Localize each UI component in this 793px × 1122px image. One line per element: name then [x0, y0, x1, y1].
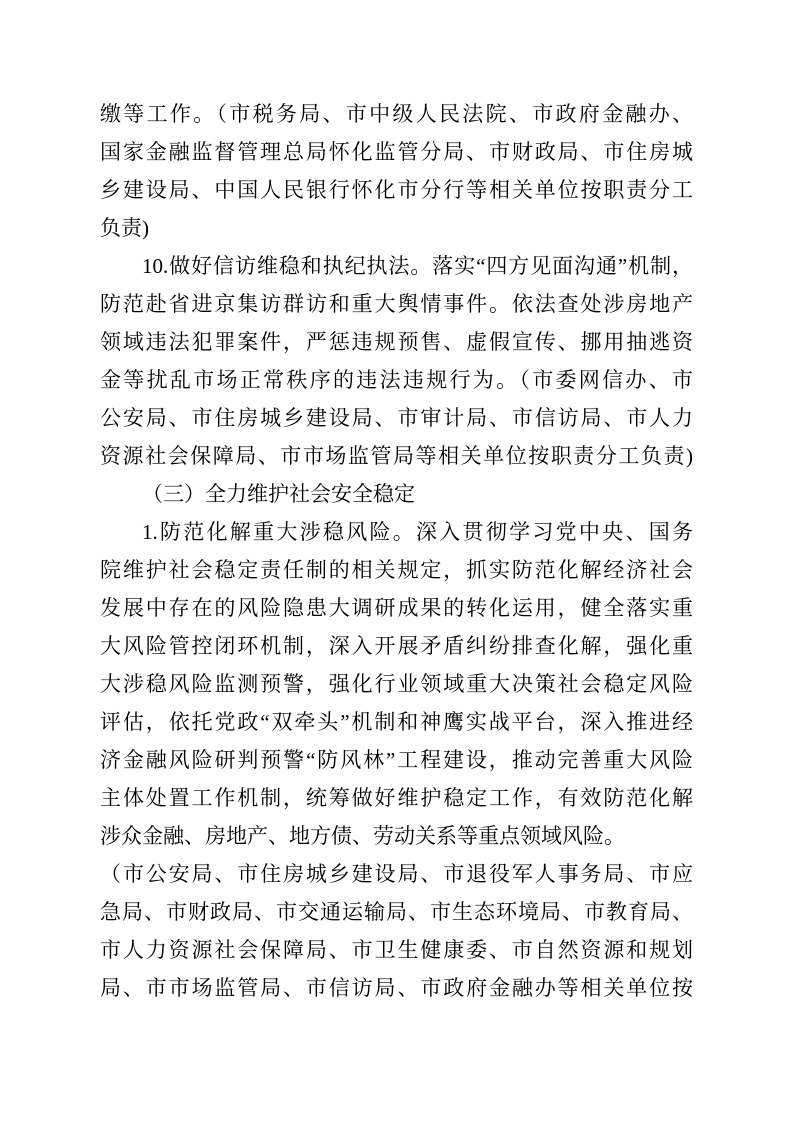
text-line: 急局、市财政局、市交通运输局、市生态环境局、市教育局、 [100, 900, 693, 924]
text-line: 资源社会保障局、市市场监管局等相关单位按职责分工负责) [100, 444, 693, 468]
text-line: 院维护社会稳定责任制的相关规定，抓实防范化解经济社会 [100, 558, 693, 582]
text-line: 领域违法犯罪案件，严惩违规预售、虚假宣传、挪用抽逃资 [100, 330, 693, 354]
text-line: 市人力资源社会保障局、市卫生健康委、市自然资源和规划 [100, 938, 693, 962]
text-line: 金等扰乱市场正常秩序的违法违规行为。（市委网信办、市 [100, 368, 693, 392]
text-line: 缴等工作。（市税务局、市中级人民法院、市政府金融办、 [100, 102, 693, 126]
text-line: 大涉稳风险监测预警，强化行业领域重大决策社会稳定风险 [100, 672, 693, 696]
text-line: 防范赴省进京集访群访和重大舆情事件。依法查处涉房地产 [100, 292, 693, 316]
text-line paragraph-start: 10.做好信访维稳和执纪执法。落实“四方见面沟通”机制， [142, 254, 693, 278]
text-line: 负责) [100, 216, 149, 240]
text-line: 涉众金融、房地产、地方债、劳动关系等重点领域风险。 [100, 824, 625, 848]
text-line paragraph-start: 1.防范化解重大涉稳风险。深入贯彻学习党中央、国务 [142, 520, 693, 544]
text-line: 乡建设局、中国人民银行怀化市分行等相关单位按职责分工 [100, 178, 693, 202]
document-body [100, 95, 693, 1007]
text-line: 发展中存在的风险隐患大调研成果的转化运用，健全落实重 [100, 596, 693, 620]
text-line: 公安局、市住房城乡建设局、市审计局、市信访局、市人力 [100, 406, 693, 430]
text-line: 济金融风险研判预警“防风林”工程建设，推动完善重大风险 [100, 748, 693, 772]
text-line: （市公安局、市住房城乡建设局、市退役军人事务局、市应 [100, 862, 693, 886]
text-line: 国家金融监督管理总局怀化监管分局、市财政局、市住房城 [100, 140, 693, 164]
text-line: 评估，依托党政“双牵头”机制和神鹰实战平台，深入推进经 [100, 710, 693, 734]
text-line: 大风险管控闭环机制，深入开展矛盾纠纷排查化解，强化重 [100, 634, 693, 658]
section-heading: （三）全力维护社会安全稳定 [142, 482, 415, 506]
text-line: 主体处置工作机制，统筹做好维护稳定工作，有效防范化解 [100, 786, 693, 810]
text-line: 局、市市场监管局、市信访局、市政府金融办等相关单位按 [100, 976, 693, 1000]
